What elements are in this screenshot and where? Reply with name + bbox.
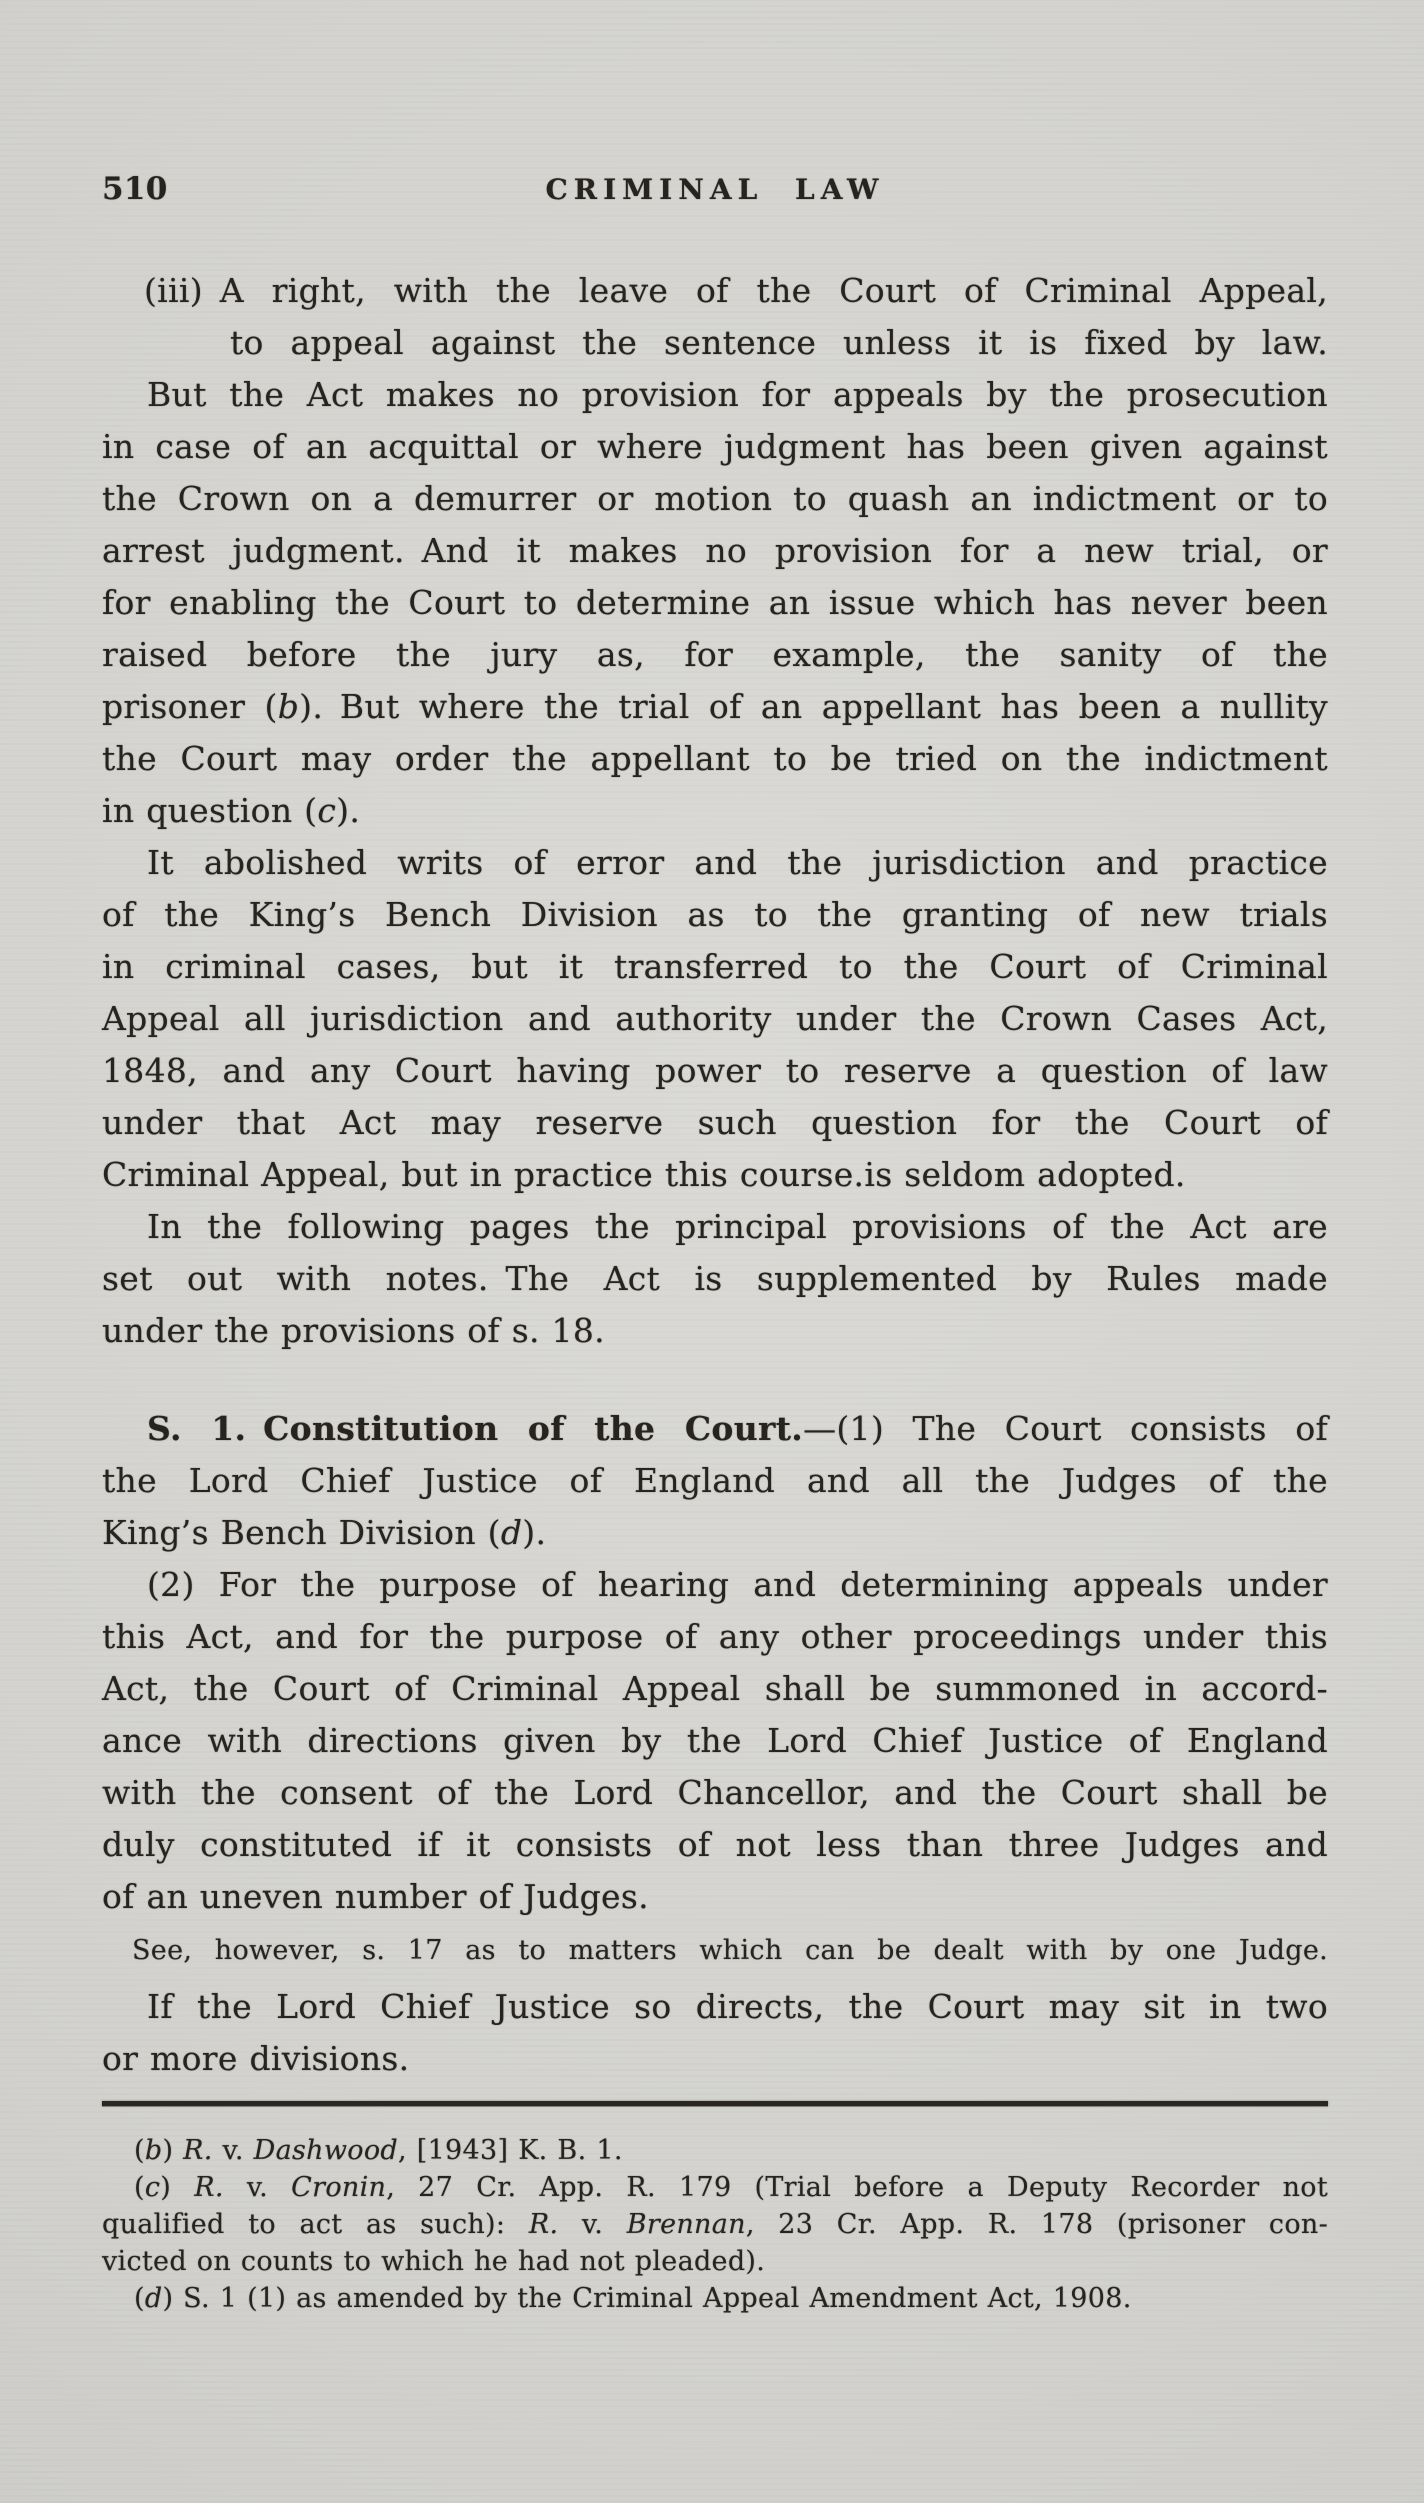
footnote-d [102,2280,1328,2317]
text-line: See, however, s. 17 as to matters which can be dealt with by one Judge. [132,1935,1328,1966]
text-line: to appeal against the sentence unless it is fixed by law. [230,323,1328,362]
text-line: If the Lord Chief Justice so directs, the Court may sit in two [147,1987,1328,2026]
footnote-c [102,2169,1328,2280]
body-text [102,265,1328,2085]
text-line: of the King’s Bench Division as to the granting of new trials [102,895,1328,934]
text-line: But the Act makes no provision for appeals by the prosecution [147,375,1328,414]
footnotes [102,2132,1328,2317]
paragraph-if-lord-chief-justice [102,1981,1328,2085]
text-line: the Court may order the appellant to be tried on the indictment [102,739,1328,778]
text-line: 1848, and any Court having power to reserve a question of law [102,1051,1328,1090]
text-line: ance with directions given by the Lord Chief Justice of England [102,1721,1328,1760]
text-line: arrest judgment. And it makes no provision for a new trial, or [102,531,1328,570]
text-line: under the provisions of s. 18. [102,1311,605,1350]
page-header [102,170,1328,209]
paragraph-in-following-pages [102,1201,1328,1357]
text-line: the Crown on a demurrer or motion to quash an indictment or to [102,479,1328,518]
text-line: (iii) A right, with the leave of the Court of Criminal Appeal, [144,271,1328,310]
text-line: prisoner (b). But where the trial of an appellant has been a nullity [102,687,1328,726]
text-line: in criminal cases, but it transferred to the Court of Criminal [102,947,1328,986]
text-line: this Act, and for the purpose of any other proceedings under this [102,1617,1328,1656]
text-line: in question (c). [102,791,361,830]
section-1-constitution-of-the-court [102,1403,1328,1559]
text-line: S. 1. Constitution of the Court.—(1) The Court consists of [147,1409,1329,1448]
text-line: or more divisions. [102,2039,410,2078]
text-line: set out with notes. The Act is supplemented by Rules made [102,1259,1328,1298]
paragraph-subsection-2 [102,1559,1328,1923]
footnote-b [102,2132,1328,2169]
text-line: of an uneven number of Judges. [102,1877,649,1916]
paragraph-it-abolished [102,837,1328,1201]
text-line: for enabling the Court to determine an issue which has never been [102,583,1328,622]
text-line: raised before the jury as, for example, the sanity of the [102,635,1328,674]
text-line: Act, the Court of Criminal Appeal shall be summoned in accord- [102,1669,1328,1708]
running-title: CRIMINAL LAW [545,173,885,206]
text-line: King’s Bench Division (d). [102,1513,547,1552]
text-line: (c) R. v. Cronin, 27 Cr. App. R. 179 (Trial before a Deputy Recorder not [134,2172,1328,2203]
footnote-divider-rule [102,2101,1328,2106]
text-line: In the following pages the principal provisions of the Act are [147,1207,1328,1246]
text-line: the Lord Chief Justice of England and all the Judges of the [102,1461,1328,1500]
text-line: qualified to act as such): R. v. Brennan, 23 Cr. App. R. 178 (prisoner con- [102,2209,1328,2240]
page-number: 510 [102,171,168,207]
text-line: under that Act may reserve such question for the Court of [102,1103,1328,1142]
text-line: victed on counts to which he had not pleaded). [102,2246,766,2277]
text-line: (2) For the purpose of hearing and determining appeals under [147,1565,1328,1604]
text-line: It abolished writs of error and the jurisdiction and practice [147,843,1328,882]
text-line: with the consent of the Lord Chancellor, and the Court shall be [102,1773,1328,1812]
note-see-however [102,1931,1328,1971]
text-line: in case of an acquittal or where judgment has been given against [102,427,1328,466]
text-line: (d) S. 1 (1) as amended by the Criminal Appeal Amendment Act, 1908. [134,2283,1132,2314]
text-line: (b) R. v. Dashwood, [1943] K. B. 1. [134,2135,623,2166]
text-line: Criminal Appeal, but in practice this course.is seldom adopted. [102,1155,1186,1194]
paragraph-item-iii [102,265,1328,369]
text-line: Appeal all jurisdiction and authority under the Crown Cases Act, [102,999,1328,1038]
text-line: duly constituted if it consists of not less than three Judges and [102,1825,1328,1864]
paragraph-but-the-act [102,369,1328,837]
